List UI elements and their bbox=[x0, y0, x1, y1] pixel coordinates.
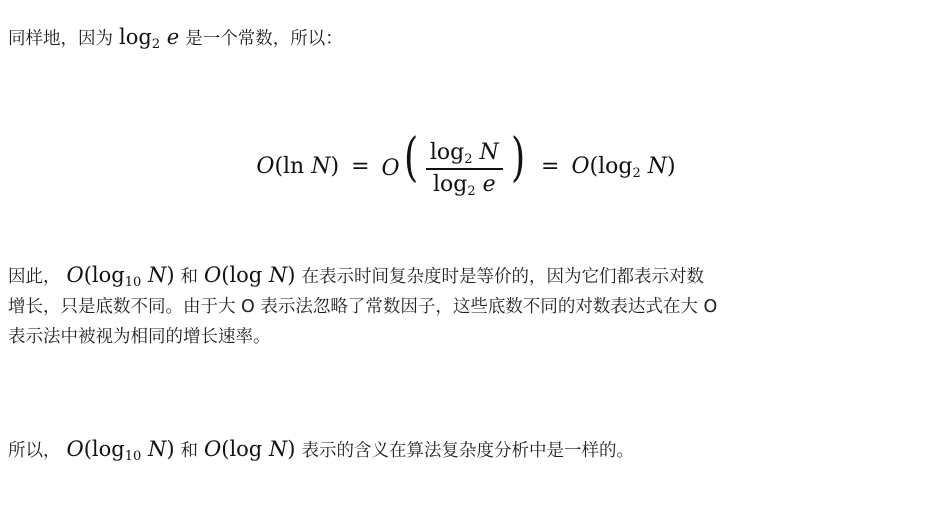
math-log2-e: $\log_2 e$ bbox=[119, 25, 180, 52]
eq-mid: O( $\frac{\log_2 N}{\log_2 e}$ ) bbox=[381, 128, 526, 199]
para3-line2: 增长，只是底数不同。由于大 O 表示法忽略了常数因子，这些底数不同的对数表达式在大 O bbox=[8, 297, 718, 317]
para3-line1 bbox=[8, 260, 717, 292]
eq-denominator: $\log_2 e$ bbox=[432, 171, 496, 199]
eq-lhs: O(ln N) bbox=[256, 153, 340, 179]
math-o-log10-n: $O(\log_{10}$ N) bbox=[66, 263, 175, 290]
para1-tail-text: 是一个常数，所以： bbox=[185, 29, 343, 49]
para3-tail-text: 在表示时间复杂度时是等价的，因为它们都表示对数 bbox=[301, 267, 704, 287]
para4-tail-text: 表示的含义在算法复杂度分析中是一样的。 bbox=[301, 441, 634, 461]
math-o-log10-n-2: $O(\log_{10}$ N) bbox=[66, 437, 175, 464]
paragraph-conclusion bbox=[8, 434, 634, 466]
paragraph-equivalence bbox=[8, 260, 717, 352]
eq-fraction bbox=[426, 138, 503, 199]
math-o-log-n-2: O(log N) bbox=[204, 437, 296, 461]
eq-numerator: $\log_2 N$ bbox=[429, 140, 499, 168]
eq-rhs: $O(\log_2$ N) bbox=[571, 153, 676, 181]
eq-equals-2: = bbox=[541, 153, 560, 179]
display-equation bbox=[0, 126, 932, 206]
math-o-log-n: O(log N) bbox=[204, 263, 296, 287]
para1-lead-text: 同样地，因为 bbox=[8, 29, 113, 49]
para4-and-text: 和 bbox=[180, 441, 199, 461]
para3-and-text: 和 bbox=[180, 267, 199, 287]
para3-line3: 表示法中被视为相同的增长速率。 bbox=[8, 327, 271, 347]
paragraph-constant-note bbox=[8, 22, 343, 54]
para3-lead-text: 因此， bbox=[8, 267, 61, 287]
eq-equals-1: = bbox=[351, 153, 370, 179]
para4-lead-text: 所以， bbox=[8, 441, 61, 461]
